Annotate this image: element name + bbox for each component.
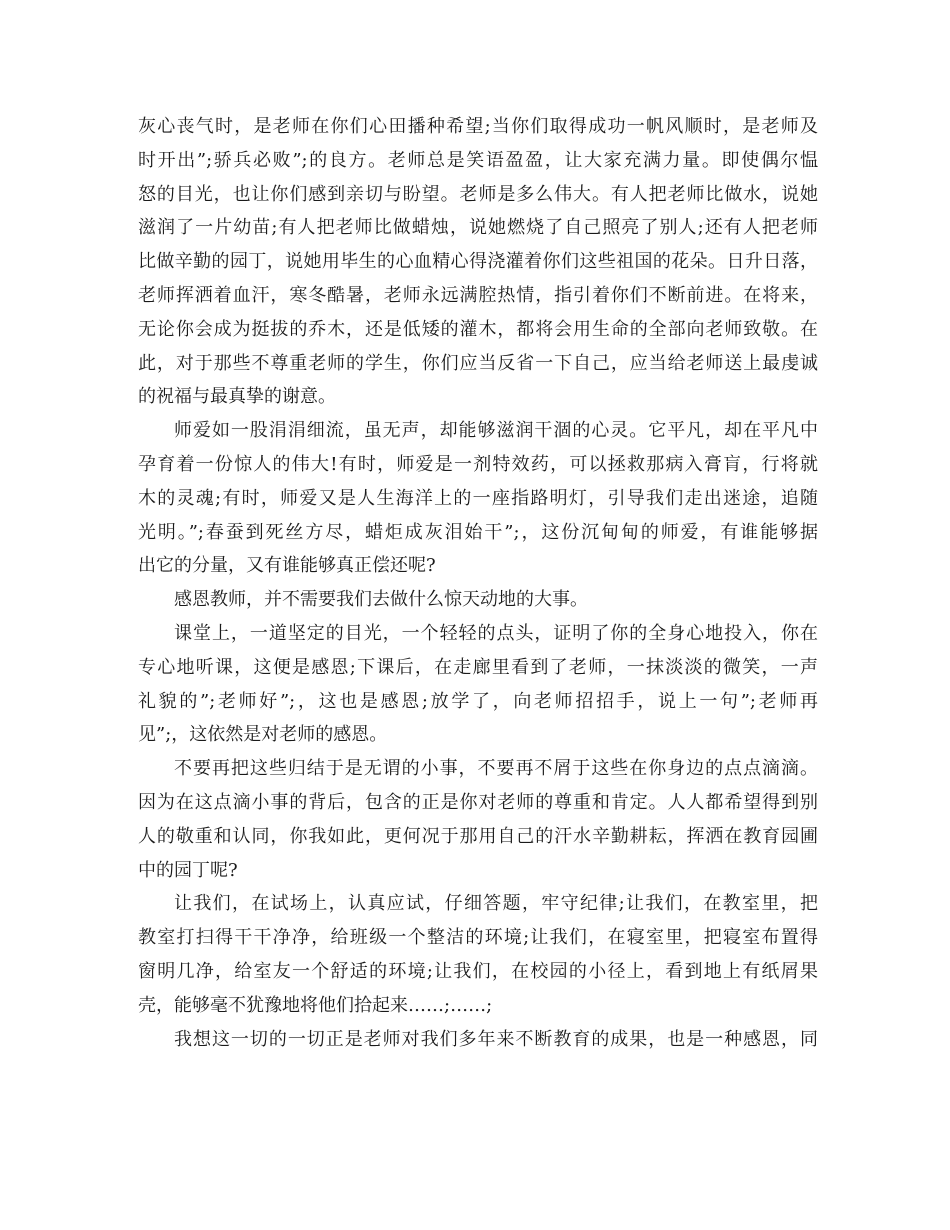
text-line: 不要再把这些归结于是无谓的小事，不要再不屑于这些在你身边的点点滴滴。: [174, 758, 818, 780]
text-line: 老师挥洒着血汗，寒冬酷暑，老师永远满腔热情，指引着你们不断前进。在将来，: [138, 284, 818, 306]
text-line: 见”;，这依然是对老师的感恩。: [138, 724, 388, 746]
text-line: 感恩教师，并不需要我们去做什么惊天动地的大事。: [174, 589, 588, 611]
text-line: 让我们，在试场上，认真应试，仔细答题，牢守纪律;让我们，在教室里，把: [174, 893, 818, 915]
text-line: 时开出”;骄兵必败”;的良方。老师总是笑语盈盈，让大家充满力量。即使偶尔愠: [138, 149, 818, 171]
text-line: 此，对于那些不尊重老师的学生，你们应当反省一下自己，应当给老师送上最虔诚: [138, 352, 818, 374]
text-line: 因为在这点滴小事的背后，包含的正是你对老师的尊重和肯定。人人都希望得到别: [138, 791, 818, 813]
text-line: 教室打扫得干干净净，给班级一个整洁的环境;让我们，在寝室里，把寝室布置得: [138, 927, 818, 949]
text-line: 滋润了一片幼苗;有人把老师比做蜡烛，说她燃烧了自己照亮了别人;还有人把老师: [138, 217, 818, 239]
text-line: 中的园丁呢?: [138, 859, 238, 881]
text-line: 无论你会成为挺拔的乔木，还是低矮的灌木，都将会用生命的全部向老师致敬。在: [138, 318, 818, 340]
text-line: 课堂上，一道坚定的目光，一个轻轻的点头，证明了你的全身心地投入，你在: [174, 622, 818, 644]
text-line: 比做辛勤的园丁，说她用毕生的心血精心得浇灌着你们这些祖国的花朵。日升日落，: [138, 251, 818, 273]
text-line: 壳，能够毫不犹豫地将他们拾起来……;……;: [138, 994, 493, 1016]
text-line: 光明。”;春蚕到死丝方尽，蜡炬成灰泪始干”;，这份沉甸甸的师爱，有谁能够据: [138, 521, 818, 543]
text-line: 怒的目光，也让你们感到亲切与盼望。老师是多么伟大。有人把老师比做水，说她: [138, 183, 818, 205]
text-line: 窗明几净，给室友一个舒适的环境;让我们，在校园的小径上，看到地上有纸屑果: [138, 960, 818, 982]
text-line: 我想这一切的一切正是老师对我们多年来不断教育的成果，也是一种感恩，同: [174, 1028, 818, 1050]
text-line: 孕育着一份惊人的伟大!有时，师爱是一剂特效药，可以拯救那病入膏肓，行将就: [138, 453, 818, 475]
text-line: 人的敬重和认同，你我如此，更何况于那用自己的汗水辛勤耕耘，挥洒在教育园圃: [138, 825, 818, 847]
text-line: 师爱如一股涓涓细流，虽无声，却能够滋润干涸的心灵。它平凡，却在平凡中: [174, 420, 818, 442]
text-line: 专心地听课，这便是感恩;下课后，在走廊里看到了老师，一抹淡淡的微笑，一声: [138, 656, 818, 678]
text-line: 出它的分量，又有谁能够真正偿还呢?: [138, 555, 436, 577]
text-line: 的祝福与最真挚的谢意。: [138, 386, 336, 408]
text-line: 灰心丧气时，是老师在你们心田播种希望;当你们取得成功一帆风顺时，是老师及: [138, 116, 818, 137]
text-line: 木的灵魂;有时，师爱又是人生海洋上的一座指路明灯，引导我们走出迷途，追随: [138, 487, 818, 509]
document-body-text: [138, 110, 818, 1056]
text-line: 礼貌的”;老师好”;，这也是感恩;放学了，向老师招招手，说上一句”;老师再: [138, 690, 818, 712]
